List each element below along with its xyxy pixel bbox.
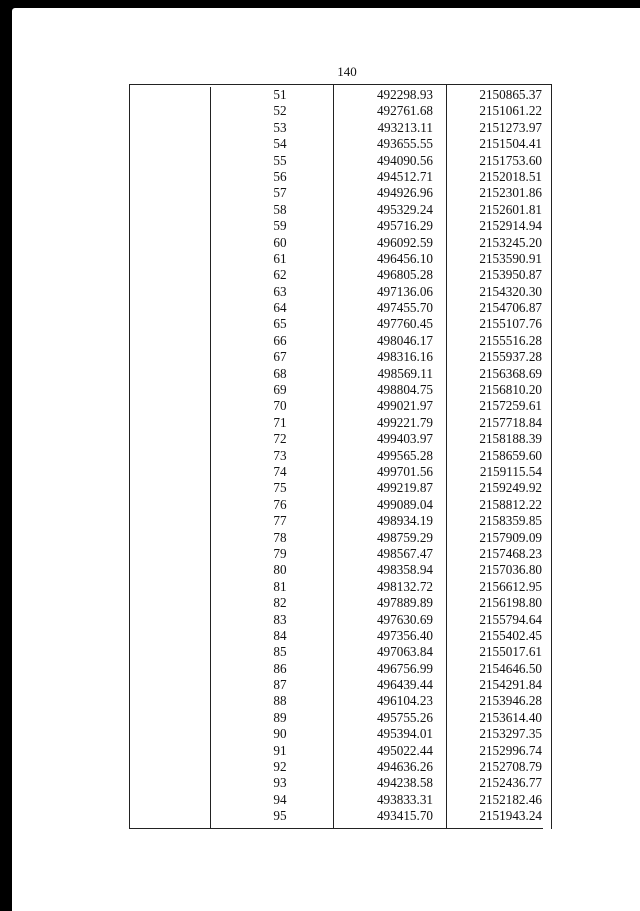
y-coordinate: 2157036.80 bbox=[479, 562, 542, 578]
point-number: 62 bbox=[273, 267, 287, 283]
point-number: 67 bbox=[273, 349, 287, 365]
y-coordinate: 2158188.39 bbox=[479, 431, 542, 447]
y-coordinate: 2154291.84 bbox=[479, 677, 542, 693]
y-coordinate: 2152914.94 bbox=[479, 218, 542, 234]
y-coordinate: 2155516.28 bbox=[479, 332, 542, 348]
y-coordinate: 2158359.85 bbox=[479, 513, 542, 529]
x-coordinate: 495329.24 bbox=[376, 201, 433, 217]
x-coordinate: 493833.31 bbox=[376, 791, 433, 807]
x-coordinate: 496756.99 bbox=[376, 660, 433, 676]
table-row bbox=[130, 103, 551, 119]
point-number: 83 bbox=[273, 611, 287, 627]
x-coordinate: 499219.87 bbox=[376, 480, 433, 496]
table-row bbox=[130, 595, 551, 611]
y-coordinate: 2157718.84 bbox=[479, 414, 542, 430]
point-number: 52 bbox=[273, 103, 287, 119]
point-number: 51 bbox=[273, 87, 287, 102]
y-coordinate: 2153950.87 bbox=[479, 267, 542, 283]
x-coordinate: 497063.84 bbox=[376, 644, 433, 660]
y-coordinate: 2152601.81 bbox=[479, 201, 542, 217]
table-row bbox=[130, 235, 551, 251]
table-row bbox=[130, 464, 551, 480]
x-coordinate: 493213.11 bbox=[377, 119, 433, 135]
table-row bbox=[130, 808, 551, 824]
y-coordinate: 2156198.80 bbox=[479, 595, 542, 611]
point-number: 63 bbox=[273, 283, 287, 299]
point-number: 53 bbox=[273, 119, 287, 135]
point-number: 95 bbox=[273, 808, 287, 824]
point-number: 59 bbox=[273, 218, 287, 234]
x-coordinate: 496805.28 bbox=[376, 267, 433, 283]
point-number: 54 bbox=[273, 136, 287, 152]
table-row bbox=[130, 153, 551, 169]
table-row bbox=[130, 300, 551, 316]
point-number: 65 bbox=[273, 316, 287, 332]
document-page bbox=[12, 8, 640, 911]
y-coordinate: 2157468.23 bbox=[479, 545, 542, 561]
y-coordinate: 2154706.87 bbox=[479, 300, 542, 316]
coordinate-table bbox=[129, 84, 552, 829]
x-coordinate: 498804.75 bbox=[376, 382, 433, 398]
point-number: 88 bbox=[273, 693, 287, 709]
point-number: 74 bbox=[273, 463, 287, 479]
x-coordinate: 498569.11 bbox=[377, 365, 433, 381]
point-number: 94 bbox=[273, 791, 287, 807]
point-number: 81 bbox=[273, 578, 287, 594]
x-coordinate: 498567.47 bbox=[376, 545, 433, 561]
point-number: 91 bbox=[273, 742, 287, 758]
table-row bbox=[130, 546, 551, 562]
x-coordinate: 494090.56 bbox=[376, 152, 433, 168]
table-row bbox=[130, 120, 551, 136]
x-coordinate: 499221.79 bbox=[376, 414, 433, 430]
point-number: 77 bbox=[273, 513, 287, 529]
y-coordinate: 2157909.09 bbox=[479, 529, 542, 545]
x-coordinate: 498132.72 bbox=[376, 578, 433, 594]
y-coordinate: 2155937.28 bbox=[479, 349, 542, 365]
x-coordinate: 494238.58 bbox=[376, 775, 433, 791]
y-coordinate: 2156810.20 bbox=[479, 382, 542, 398]
y-coordinate: 2153614.40 bbox=[479, 709, 542, 725]
x-coordinate: 497356.40 bbox=[376, 627, 433, 643]
y-coordinate: 2156368.69 bbox=[479, 365, 542, 381]
x-coordinate: 495755.26 bbox=[376, 709, 433, 725]
table-row bbox=[130, 284, 551, 300]
point-number: 87 bbox=[273, 677, 287, 693]
x-coordinate: 493655.55 bbox=[376, 136, 433, 152]
x-coordinate: 493415.70 bbox=[376, 808, 433, 824]
table-row bbox=[130, 710, 551, 726]
page-number: 140 bbox=[337, 64, 357, 79]
table-row bbox=[130, 366, 551, 382]
y-coordinate: 2151273.97 bbox=[479, 119, 542, 135]
x-coordinate: 492761.68 bbox=[376, 103, 433, 119]
x-coordinate: 497889.89 bbox=[376, 595, 433, 611]
table-row bbox=[130, 202, 551, 218]
y-coordinate: 2154646.50 bbox=[479, 660, 542, 676]
x-coordinate: 498759.29 bbox=[376, 529, 433, 545]
y-coordinate: 2155017.61 bbox=[479, 644, 542, 660]
table-row bbox=[130, 316, 551, 332]
x-coordinate: 498934.19 bbox=[376, 513, 433, 529]
x-coordinate: 495716.29 bbox=[376, 218, 433, 234]
y-coordinate: 2158659.60 bbox=[479, 447, 542, 463]
y-coordinate: 2154320.30 bbox=[479, 283, 542, 299]
x-coordinate: 494512.71 bbox=[376, 168, 433, 184]
table-row bbox=[130, 448, 551, 464]
point-number: 93 bbox=[273, 775, 287, 791]
point-number: 82 bbox=[273, 595, 287, 611]
y-coordinate: 2156612.95 bbox=[479, 578, 542, 594]
y-coordinate: 2152182.46 bbox=[479, 791, 542, 807]
x-coordinate: 495394.01 bbox=[376, 726, 433, 742]
y-coordinate: 2151753.60 bbox=[479, 152, 542, 168]
y-coordinate: 2152301.86 bbox=[479, 185, 542, 201]
x-coordinate: 499089.04 bbox=[376, 496, 433, 512]
table-row bbox=[130, 480, 551, 496]
point-number: 73 bbox=[273, 447, 287, 463]
point-number: 66 bbox=[273, 332, 287, 348]
y-coordinate: 2153245.20 bbox=[479, 234, 542, 250]
table-body bbox=[130, 87, 551, 825]
x-coordinate: 498316.16 bbox=[376, 349, 433, 365]
point-number: 69 bbox=[273, 382, 287, 398]
table-row bbox=[130, 530, 551, 546]
table-row bbox=[130, 628, 551, 644]
y-coordinate: 2151061.22 bbox=[479, 103, 542, 119]
y-coordinate: 2153297.35 bbox=[479, 726, 542, 742]
table-row bbox=[130, 136, 551, 152]
y-coordinate: 2152996.74 bbox=[479, 742, 542, 758]
table-row bbox=[130, 743, 551, 759]
x-coordinate: 494636.26 bbox=[376, 759, 433, 775]
point-number: 55 bbox=[273, 152, 287, 168]
point-number: 57 bbox=[273, 185, 287, 201]
table-row bbox=[130, 792, 551, 808]
point-number: 79 bbox=[273, 545, 287, 561]
y-coordinate: 2159249.92 bbox=[479, 480, 542, 496]
point-number: 76 bbox=[273, 496, 287, 512]
point-number: 61 bbox=[273, 250, 287, 266]
y-coordinate: 2150865.37 bbox=[479, 87, 542, 102]
point-number: 85 bbox=[273, 644, 287, 660]
table-row bbox=[130, 726, 551, 742]
table-row bbox=[130, 218, 551, 234]
table-row bbox=[130, 349, 551, 365]
table-row bbox=[130, 693, 551, 709]
table-row bbox=[130, 513, 551, 529]
y-coordinate: 2155107.76 bbox=[479, 316, 542, 332]
table-row bbox=[130, 661, 551, 677]
y-coordinate: 2151504.41 bbox=[479, 136, 542, 152]
x-coordinate: 492298.93 bbox=[376, 87, 433, 102]
table-row bbox=[130, 612, 551, 628]
point-number: 92 bbox=[273, 759, 287, 775]
table-row bbox=[130, 87, 551, 103]
y-coordinate: 2159115.54 bbox=[479, 463, 542, 479]
y-coordinate: 2155794.64 bbox=[479, 611, 542, 627]
x-coordinate: 498046.17 bbox=[376, 332, 433, 348]
x-coordinate: 499021.97 bbox=[376, 398, 433, 414]
table-row bbox=[130, 251, 551, 267]
table-row bbox=[130, 677, 551, 693]
y-coordinate: 2152436.77 bbox=[479, 775, 542, 791]
table-row bbox=[130, 497, 551, 513]
x-coordinate: 497455.70 bbox=[376, 300, 433, 316]
x-coordinate: 495022.44 bbox=[376, 742, 433, 758]
point-number: 68 bbox=[273, 365, 287, 381]
point-number: 86 bbox=[273, 660, 287, 676]
point-number: 70 bbox=[273, 398, 287, 414]
x-coordinate: 494926.96 bbox=[376, 185, 433, 201]
x-coordinate: 496439.44 bbox=[376, 677, 433, 693]
point-number: 90 bbox=[273, 726, 287, 742]
table-row bbox=[130, 579, 551, 595]
y-coordinate: 2153590.91 bbox=[479, 250, 542, 266]
x-coordinate: 499701.56 bbox=[376, 463, 433, 479]
point-number: 84 bbox=[273, 627, 287, 643]
point-number: 80 bbox=[273, 562, 287, 578]
table-row bbox=[130, 562, 551, 578]
x-coordinate: 497136.06 bbox=[376, 283, 433, 299]
table-row bbox=[130, 759, 551, 775]
table-row bbox=[130, 382, 551, 398]
x-coordinate: 499565.28 bbox=[376, 447, 433, 463]
y-coordinate: 2151943.24 bbox=[479, 808, 542, 824]
table-row bbox=[130, 398, 551, 414]
table-row bbox=[130, 333, 551, 349]
point-number: 72 bbox=[273, 431, 287, 447]
y-coordinate: 2153946.28 bbox=[479, 693, 542, 709]
point-number: 75 bbox=[273, 480, 287, 496]
x-coordinate: 499403.97 bbox=[376, 431, 433, 447]
x-coordinate: 496092.59 bbox=[376, 234, 433, 250]
x-coordinate: 497630.69 bbox=[376, 611, 433, 627]
y-coordinate: 2155402.45 bbox=[479, 627, 542, 643]
y-coordinate: 2157259.61 bbox=[479, 398, 542, 414]
point-number: 64 bbox=[273, 300, 287, 316]
table-row bbox=[130, 644, 551, 660]
point-number: 78 bbox=[273, 529, 287, 545]
x-coordinate: 496104.23 bbox=[376, 693, 433, 709]
point-number: 58 bbox=[273, 201, 287, 217]
y-coordinate: 2152018.51 bbox=[479, 168, 542, 184]
table-row bbox=[130, 267, 551, 283]
point-number: 56 bbox=[273, 168, 287, 184]
x-coordinate: 496456.10 bbox=[376, 250, 433, 266]
point-number: 71 bbox=[273, 414, 287, 430]
table-row bbox=[130, 431, 551, 447]
x-coordinate: 498358.94 bbox=[376, 562, 433, 578]
point-number: 89 bbox=[273, 709, 287, 725]
table-row bbox=[130, 185, 551, 201]
y-coordinate: 2152708.79 bbox=[479, 759, 542, 775]
x-coordinate: 497760.45 bbox=[376, 316, 433, 332]
table-row bbox=[130, 169, 551, 185]
point-number: 60 bbox=[273, 234, 287, 250]
table-row bbox=[130, 415, 551, 431]
table-row bbox=[130, 775, 551, 791]
y-coordinate: 2158812.22 bbox=[479, 496, 542, 512]
